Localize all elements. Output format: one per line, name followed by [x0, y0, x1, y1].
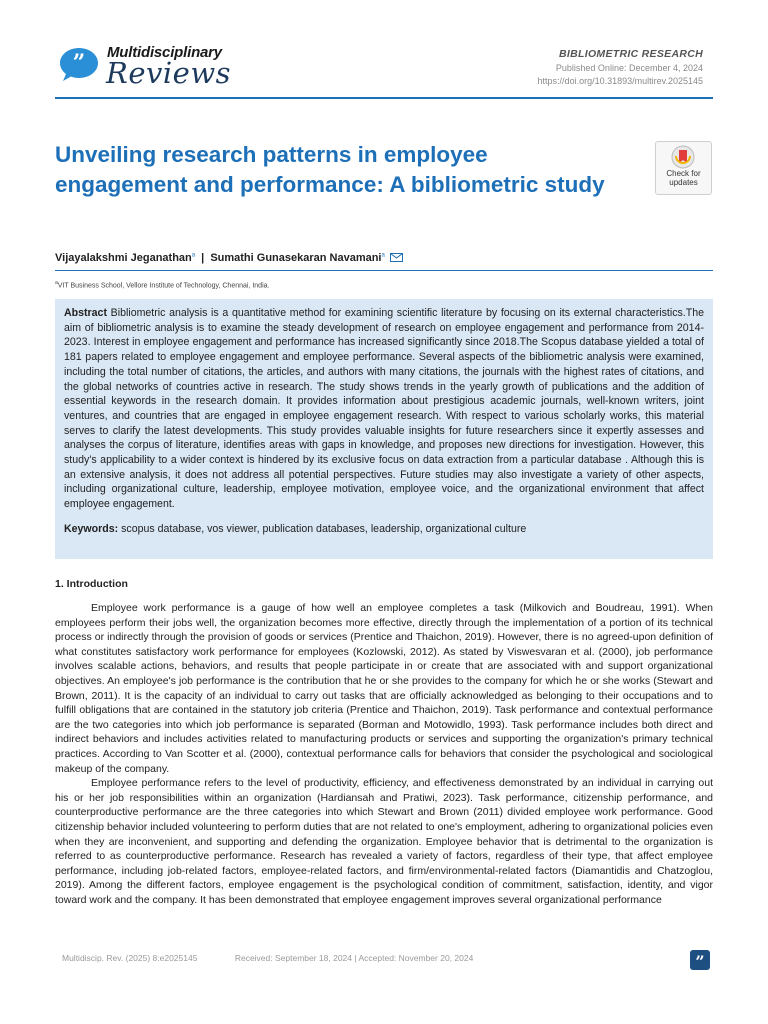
check-updates-line1: Check for: [666, 169, 701, 178]
introduction-paragraph-2: Employee performance refers to the level of productivity, efficiency, and effectiveness demonstrated by an individual in carrying out his or her job responsibilities within an organization (Hardiansah and Pratiwi, 2023). Task performance, citizenship performance, and counterproductive performance are the three categories into which Stewart and Brown (2011) divided employee work performance. Good citizenship behavior included volunteering to perform duties that are not related to one's employment, adhering to organizational policies even when they are inconvenient, and supporting and defending the organization. Employee behavior that is detrimental to the organization is referred to as counterproductive performance. Research has revealed a variety of factors, regardless of their type, that affect employee performance, including job-related factors, employee-related factors, and firm/environmental-related factors (Diamantidis and Chatzoglou, 2019). Among the different factors, employee engagement is the psychological condition of commitment, satisfaction, identity, and vigor toward work and the company. It has been demonstrated that employee engagement improves several organizational performance: [55, 777, 713, 906]
page-footer: [62, 953, 473, 963]
quote-icon: [690, 950, 710, 970]
author-separator: |: [201, 252, 205, 264]
abstract-paragraph: [64, 306, 704, 512]
keywords-label: Keywords:: [64, 522, 119, 535]
author-name-2[interactable]: Sumathi Gunasekaran Navamani: [210, 252, 382, 264]
affiliation-superscript: a: [55, 280, 58, 286]
journal-logo[interactable]: [58, 42, 258, 92]
check-updates-label: [656, 169, 711, 187]
author-1-superscript: a: [191, 252, 196, 259]
author-2-superscript: a: [381, 252, 385, 259]
header-divider: [55, 97, 713, 99]
check-for-updates-button[interactable]: [655, 141, 712, 195]
paper-title: Unveiling research patterns in employee engagement and performance: A bibliometric study: [55, 142, 605, 197]
abstract-text: Bibliometric analysis is a quantitative method for examining scientific literature by focusing on its external characteristics.The aim of bibliometric analysis is to examine the steady development of research on employee engagement and performance from 2014-2023. Interest in employee engagement and performance has increased significantly since 2018.The Scopus database yielded a total of 181 papers related to employee engagement and employee performance. Several aspects of the bibliometric analysis were examined, including the total number of citations, the articles, and authors with many citations, the journals with the highest rates of citations, and the global networks of countries active in research. The study shows trends in the yearly growth of publications and the addition of essential keywords in the research domain. It provides information about prestigious academic journals, well-known writers, joint ventures, and countries that are engaged in employee engagement research. With respect to various scholarly works, this material serves to clarify the latest developments. This study provides valuable insights for future researchers since it expertly assesses and analyses the corpus of literature, identifies areas with gaps in knowledge, and proposes new directions for investigation. However, this study's applicability to a wider context is hindered by its exclusive focus on data extraction from a particular database . Although this is an extensive analysis, it does not address all potential perspectives. Future studies may also investigate a variety of other aspects, including organizational culture, leadership, employee motivation, employee voice, and the organizational environment that affect employee engagement.: [64, 307, 704, 511]
section-heading-introduction: 1. Introduction: [55, 578, 128, 590]
check-updates-line2: updates: [669, 178, 698, 187]
abstract-box: [55, 299, 713, 559]
introduction-paragraph-1: Employee work performance is a gauge of how well an employee completes a task (Milkovich and Boudreau, 1991). When employees perform their jobs well, the organization becomes more effective, directly through the implementation of a portion of its technical process or indirectly through the provision of goods or services (Prentice and Thaichon, 2019). However, there is no agreed-upon definition of what constitutes satisfactory work performance for employees (Kozlowski, 2012). As stated by Viswesvaran et al. (2000), job performance involves scalable actions, behaviors, and results that people participate in or create that are associated with and support organizational objectives. An employee's job performance is the contribution that he or she provides to the company for which he or she works (Stewart and Brown, 2011). It is the capacity of an individual to carry out tasks that are officially acknowledged as belonging to their occupations and to fulfill obligations that are contained in the statutory job criteria (Prentice and Thaichon, 2019). Task performance and contextual performance are the two categories into which job performance is separated (Borman and Motowidlo, 1993). Task performance includes both direct and indirect behaviors and includes activities related to manufacturing products or services and supporting the organization's primary technical practices. According to Van Scotter et al. (2000), contextual performance calls for behaviors that consider the psychological and sociological makeup of the company.: [55, 602, 713, 775]
logo-text-top: Multidisciplinary: [107, 44, 222, 61]
svg-text:”: ”: [72, 50, 86, 76]
article-meta: [538, 48, 703, 86]
affiliation-text: VIT Business School, Vellore Institute of Technology, Chennai, India.: [57, 282, 270, 290]
keywords-text: scopus database, vos viewer, publication databases, leadership, organizational culture: [121, 522, 527, 535]
affiliation: [55, 280, 269, 289]
article-category: BIBLIOMETRIC RESEARCH: [559, 48, 703, 60]
svg-text:”: ”: [695, 952, 705, 970]
crossmark-icon: [670, 144, 696, 170]
abstract-label: Abstract: [64, 307, 107, 319]
footer-citation: Multidiscip. Rev. (2025) 8:e2025145: [62, 953, 198, 963]
author-list: [55, 252, 403, 264]
quote-bubble-icon: [58, 46, 100, 84]
journal-footer-icon: [690, 950, 710, 970]
logo-text-main: Reviews: [106, 56, 232, 90]
published-date: Published Online: December 4, 2024: [555, 63, 703, 73]
doi-link[interactable]: https://doi.org/10.31893/multirev.2025145: [537, 76, 703, 86]
author-divider: [55, 270, 713, 271]
email-icon[interactable]: [390, 253, 403, 262]
footer-dates: Received: September 18, 2024 | Accepted: November 20, 2024: [234, 953, 474, 963]
keywords-line: [64, 522, 704, 536]
introduction-body: [55, 601, 713, 907]
author-name-1[interactable]: Vijayalakshmi Jeganathan: [55, 252, 192, 264]
